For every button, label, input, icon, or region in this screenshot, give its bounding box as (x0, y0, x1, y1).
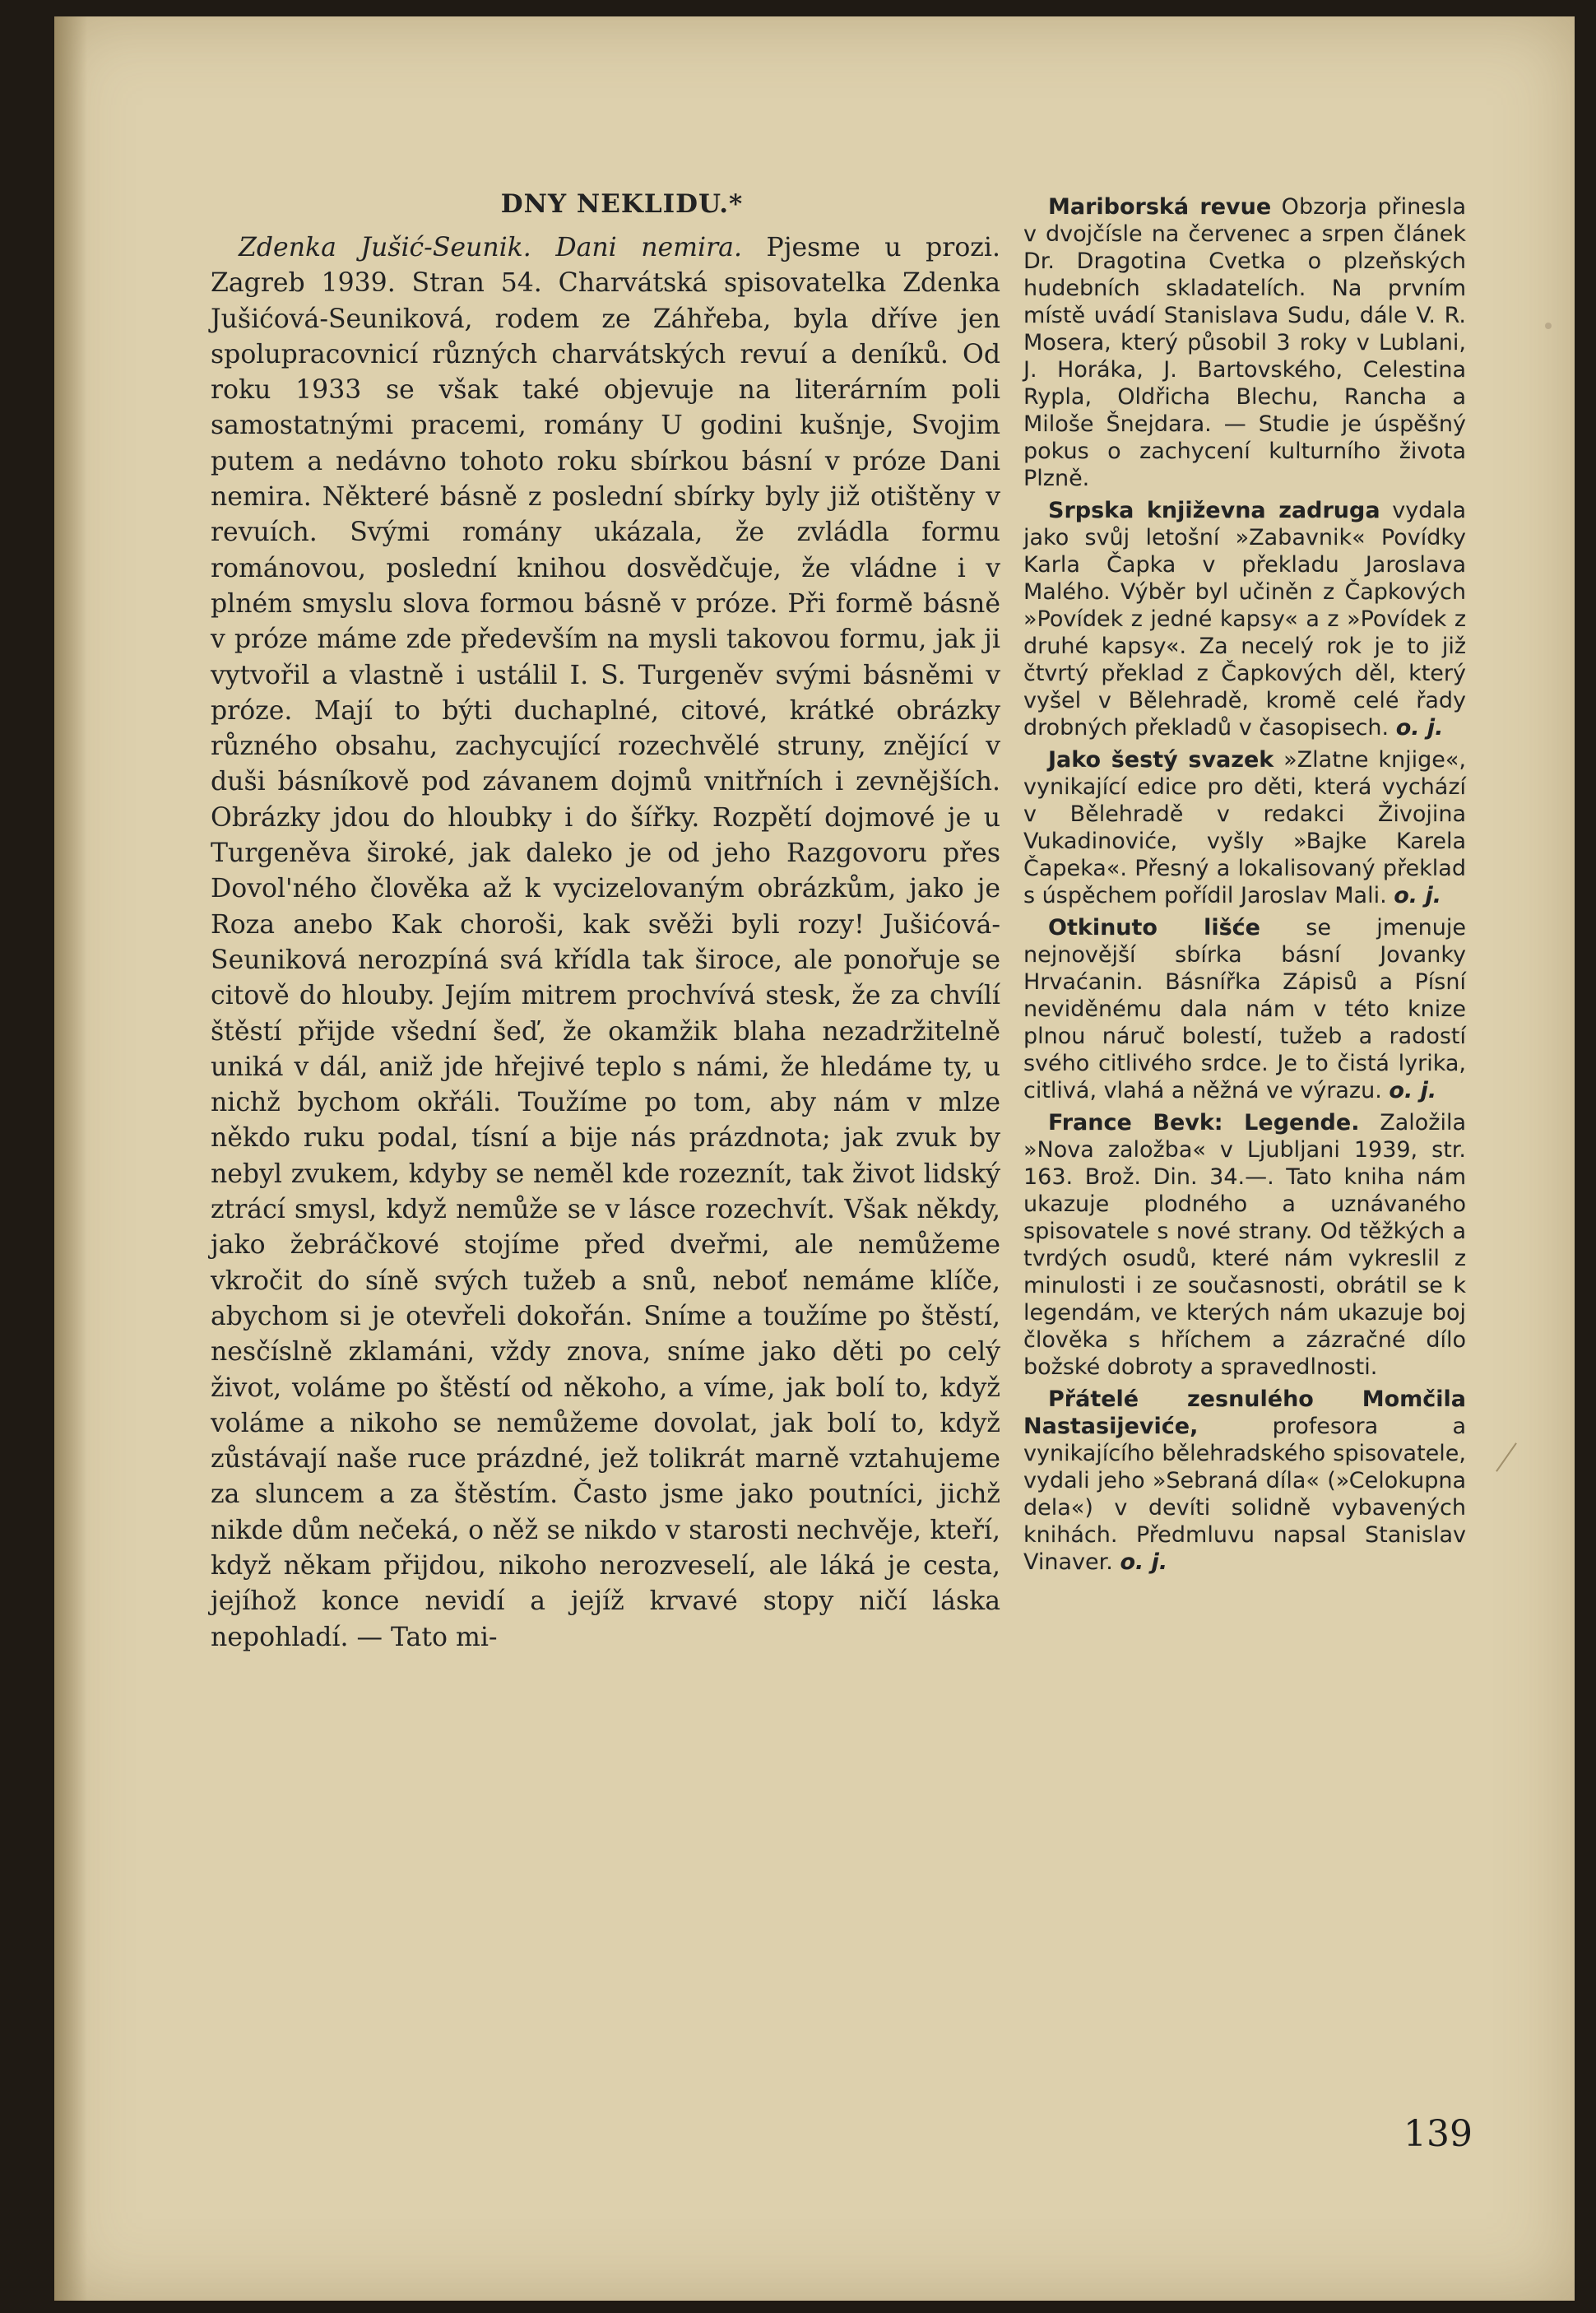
notice-lead: Srpska književna zadruga (1048, 498, 1380, 523)
notice-signature: o. j. (1120, 1549, 1168, 1575)
notice-item (1023, 497, 1466, 741)
notice-lead: France Bevk: Legende. (1048, 1110, 1360, 1136)
notice-text: vydala jako svůj letošní »Zabavnik« Povídky Karla Čapka v překladu Jaroslava Malého. Výběr byl učiněn z Čapkových »Povídek z jedné kapsy« a z »Povídek z druhé kapsy«. Za necelý rok je to již čtvrtý překlad z Čapkových děl, který vyšel v Bělehradě, kromě celé řady drobných překladů v časopisech. (1023, 498, 1466, 741)
notice-text: Založila »Nova založba« v Ljubljani 1939, str. 163. Brož. Din. 34.—. Tato kniha nám ukazuje plodného a uznávaného spisovatele s nové strany. Od těžkých a tvrdých osudů, které nám vykreslil z minulosti i ze současnosti, obrátil se k legendám, ve kterých nám ukazuje boj člověka s hříchem a zázračné dílo božské dobroty a spravedlnosti. (1023, 1110, 1466, 1380)
review-body-text: Pjesme u prozi. Zagreb 1939. Stran 54. Charvátská spisovatelka Zdenka Jušićová-Seuniková, rodem ze Záhřeba, byla dříve jen spolupracovnicí různých charvátských revuí a deníků. Od roku 1933 se však také objevuje na literárním poli samostatnými pracemi, romány U godini kušnje, Svojim putem a nedávno tohoto roku sbírkou básní v próze Dani nemira. Některé básně z poslední sbírky byly již otištěny v revuích. Svými romány ukázala, že zvládla formu románovou, poslední knihou dosvědčuje, že vládne i v plném smyslu slova formou básně v próze. Při formě básně v próze máme zde především na mysli takovou formu, jak ji vytvořil a vlastně i ustálil I. S. Turgeněv svými básněmi v próze. Mají to býti duchaplné, citové, krátké obrázky různého obsahu, zachycující rozechvělé struny, znějící v duši básníkově pod závanem dojmů vnitřních i zevnějších. Obrázky jdou do hloubky i do šířky. Rozpětí dojmové je u Turgeněva široké, jak daleko je od jeho Razgovoru přes Dovol'ného člověka až k vycizelovaným obrázkům, jako je Roza anebo Kak choroši, kak svěži byli rozy! Jušićová-Seuniková nerozpíná svá křídla tak široce, ale ponořuje se citově do hlouby. Jejím mitrem prochvívá stesk, že za chvílí štěstí přijde všední šeď, že okamžik blaha nezadržitelně uniká v dál, aniž jde hřejivé teplo s námi, že hledáme ty, u nichž bychom okřáli. Toužíme po tom, aby nám v mlze někdo ruku podal, tísní a bije nás prázdnota; jak zvuk by nebyl zvukem, kdyby se neměl kde rozeznít, tak život lidský ztrácí smysl, když nemůže se v lásce rozechvít. Však někdy, jako žebráčkové stojíme před dveřmi, ale nemůžeme vkročit do síně svých tužeb a snů, neboť nemáme klíče, abychom si je otevřeli dokořán. Sníme a toužíme po štěstí, nesčíslně zklamáni, vždy znova, sníme jako děti po celý život, voláme po štěstí od někoho, a víme, jak bolí to, když voláme a nikoho se nemůžeme dovolat, jak bolí to, když zůstávají naše ruce prázdné, jež tolikrát marně vztahujeme za sluncem a za štěstím. Často jsme jako poutníci, jichž nikde dům nečeká, o něž se nikdo v starosti nechvěje, kteří, když někam přijdou, nikoho nerozveselí, ale láká je cesta, jejíhož konce nevidí a jejíž krvavé stopy ničí láska nepohladí. — Tato mi- (211, 233, 1000, 1652)
left-column (211, 189, 1000, 1656)
notice-lead: Přátelé zesnulého Momčila Nastasijeviće, (1023, 1386, 1466, 1439)
notice-lead: Mariborská revue (1048, 194, 1272, 220)
section-heading: DNY NEKLIDU.* (500, 189, 744, 219)
page-gutter-shadow (54, 16, 87, 2301)
notice-item (1023, 914, 1466, 1104)
book-page (54, 16, 1575, 2301)
review-book-title: Zdenka Jušić-Seunik. Dani nemira. (239, 233, 742, 262)
notice-item (1023, 193, 1466, 492)
notice-lead: Otkinuto lišće (1048, 915, 1260, 941)
page-number: 139 (1403, 2113, 1473, 2155)
notice-signature: o. j. (1389, 1078, 1437, 1103)
notice-item (1023, 1109, 1466, 1381)
paper-speck (1545, 323, 1552, 329)
notice-signature: o. j. (1394, 883, 1441, 908)
notice-item (1023, 746, 1466, 909)
notice-text: »Zlatne knjige«, vynikající edice pro děti, která vychází v Bělehradě v redakci Živojina Vukadinoviće, vyšly »Bajke Karela Čapeka«. Přesný a lokalisovaný překlad s úspěchem pořídil Jaroslav Mali. (1023, 747, 1466, 908)
notice-text: profesora a vynikajícího bělehradského spisovatele, vydali jeho »Sebraná díla« (»Celokupna dela«) v devíti solidně vybavených knihách. Předmluvu napsal Stanislav Vinaver. (1023, 1414, 1466, 1575)
notice-signature: o. j. (1395, 715, 1444, 741)
notice-text: se jmenuje nejnovější sbírka básní Jovanky Hrvaćanin. Básnířka Zápisů a Písní neviděnému dala nám v této knize plnou náruč bolestí, tužeb a radostí svého citlivého srdce. Je to čistá lyrika, citlivá, vlahá a něžná ve výrazu. (1023, 915, 1466, 1103)
right-column (1023, 193, 1466, 1581)
review-paragraph (211, 230, 1000, 1656)
notice-item (1023, 1386, 1466, 1576)
pencil-mark (1496, 1442, 1517, 1472)
notice-text: Obzorja přinesla v dvojčísle na červenec a srpen článek Dr. Dragotina Cvetka o plzeňských hudebních skladatelích. Na prvním místě uvádí Stanislava Sudu, dále V. R. Mosera, který působil 3 roky v Lublani, J. Horáka, J. Bartovského, Celestina Rypla, Oldřicha Blechu, Rancha a Miloše Šnejdara. — Studie je úspěšný pokus o zachycení kulturního života Plzně. (1023, 194, 1466, 491)
notice-lead: Jako šestý svazek (1048, 747, 1274, 773)
